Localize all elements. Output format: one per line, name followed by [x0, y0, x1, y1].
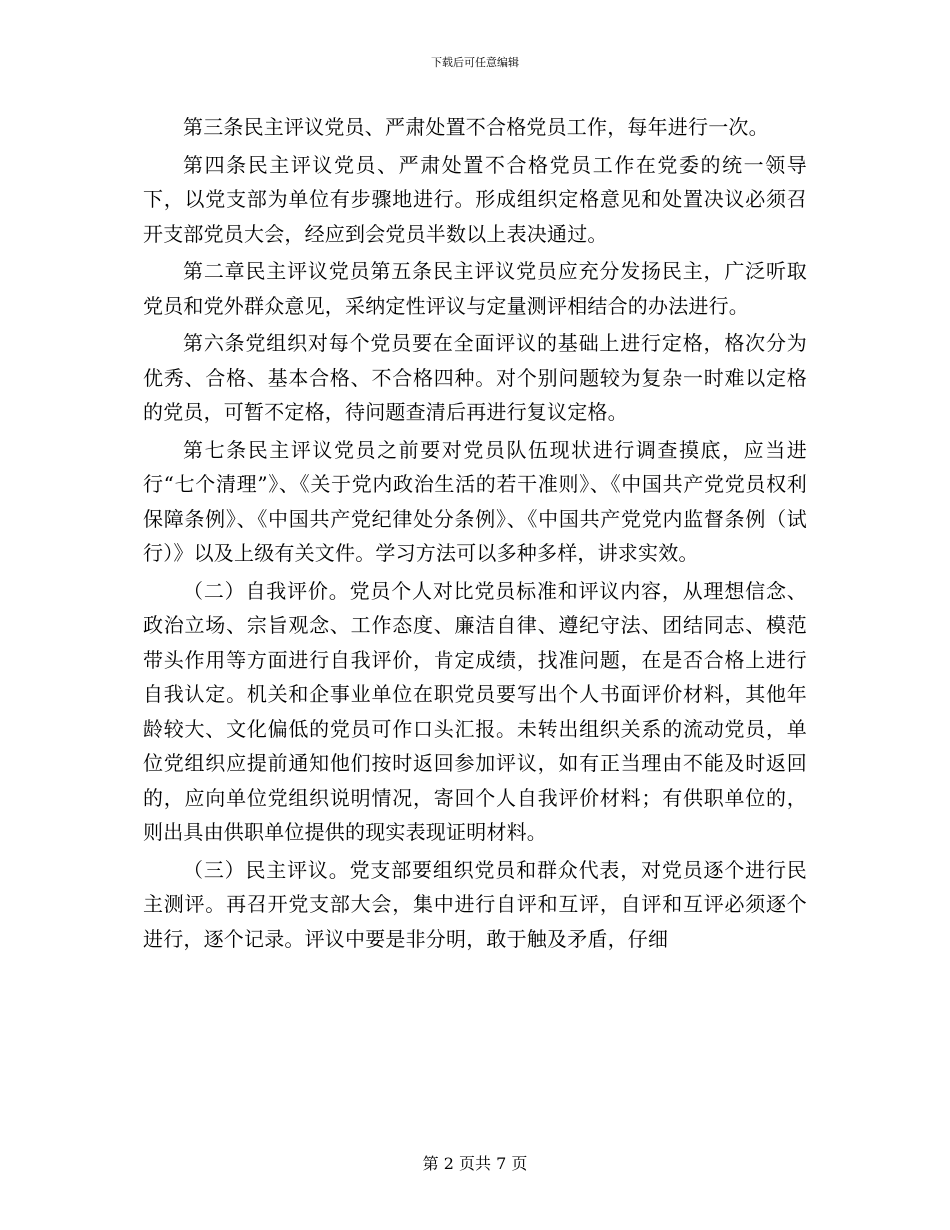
- paragraph-self-evaluation: （二）自我评价。党员个人对比党员标准和评议内容，从理想信念、政治立场、宗旨观念、工作态度、廉洁自律、遵纪守法、团结同志、模范带头作用等方面进行自我评价，肯定成绩，找准问题，在是否合格上进行自我认定。机关和企事业单位在职党员要写出个人书面评价材料，其他年龄较大、文化偏低的党员可作口头汇报。未转出组织关系的流动党员，单位党组织应提前通知他们按时返回参加评议，如有正当理由不能及时返回的，应向单位党组织说明情况，寄回个人自我评价材料；有供职单位的，则出具由供职单位提供的现实表现证明材料。: [143, 578, 807, 844]
- paragraph-article-7: 第七条民主评议党员之前要对党员队伍现状进行调查摸底，应当进行“七个清理”》、《关于党内政治生活的若干准则》、《中国共产党党员权利保障条例》、《中国共产党纪律处分条例》、《中国共产党党内监督条例（试行）》以及上级有关文件。学习方法可以多种多样，讲求实效。: [143, 437, 807, 565]
- paragraph-chapter-2-article-5: 第二章民主评议党员第五条民主评议党员应充分发扬民主，广泛听取党员和党外群众意见，采纳定性评议与定量测评相结合的办法进行。: [143, 259, 807, 318]
- page-number: 第 2 页共 7 页: [422, 1154, 528, 1173]
- paragraph-article-6: 第六条党组织对每个党员要在全面评议的基础上进行定格，格次分为优秀、合格、基本合格、不合格四种。对个别问题较为复杂一时难以定格的党员，可暂不定格，待问题查清后再进行复议定格。: [143, 331, 807, 424]
- page-header: 下载后可任意编辑: [431, 56, 519, 69]
- paragraph-article-3: 第三条民主评议党员、严肃处置不合格党员工作，每年进行一次。: [183, 115, 769, 139]
- document-body: [143, 110, 807, 959]
- paragraph-democratic-evaluation: （三）民主评议。党支部要组织党员和群众代表，对党员逐个进行民主测评。再召开党支部大会，集中进行自评和互评，自评和互评必须逐个进行，逐个记录。评议中要是非分明，敢于触及矛盾，仔细: [143, 857, 807, 951]
- paragraph-article-4: 第四条民主评议党员、严肃处置不合格党员工作在党委的统一领导下，以党支部为单位有步骤地进行。形成组织定格意见和处置决议必须召开支部党员大会，经应到会党员半数以上表决通过。: [143, 152, 807, 246]
